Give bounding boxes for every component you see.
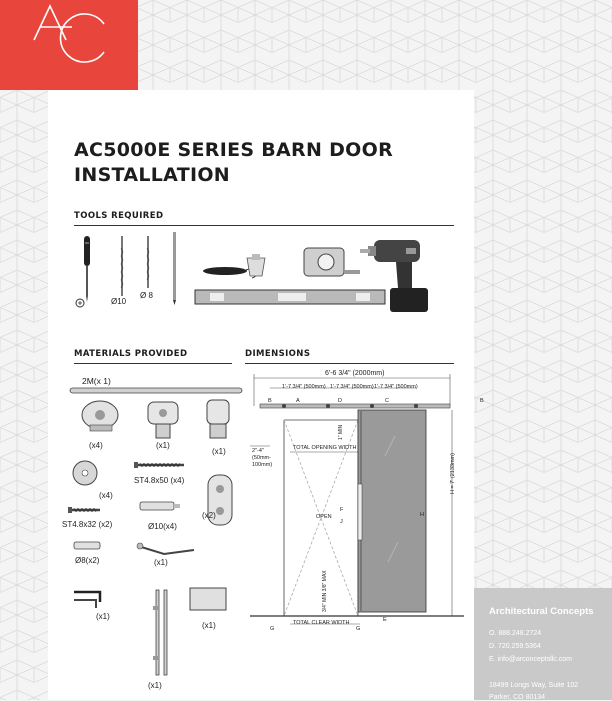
dim-offset-top: 1" MIN — [338, 424, 344, 440]
tape-measure-icon — [304, 248, 360, 276]
dim-opening-width: TOTAL OPENING WIDTH — [293, 445, 357, 451]
dimension-drawing — [240, 366, 474, 636]
pencil-icon — [173, 232, 176, 305]
washer-qty: (x4) — [99, 491, 113, 500]
drill-bit-10-icon — [121, 236, 123, 296]
address-line-2: Parker, CO 80134 — [489, 694, 546, 701]
spirit-level-icon — [195, 290, 385, 304]
allen-key-icon — [74, 592, 100, 608]
door-handle-icon — [153, 590, 167, 675]
hanger-clamp-icon — [148, 402, 178, 438]
callout-f: F — [340, 507, 344, 513]
long-screw-icon — [134, 462, 184, 468]
anti-jump-bracket-icon — [137, 543, 194, 554]
chalk-line-icon — [203, 254, 265, 278]
office-phone[interactable]: O. 888.248.2724 — [489, 630, 542, 637]
callout-e: E — [383, 617, 387, 623]
ac-logo-icon — [0, 0, 138, 90]
contact-panel — [474, 588, 612, 700]
materials-heading: MATERIALS PROVIDED — [74, 349, 188, 359]
dim-height: H = 7' (2133mm) — [450, 453, 456, 494]
handle-qty: (x1) — [148, 681, 162, 690]
floor-guide-icon — [190, 588, 226, 610]
bracket-qty: (x1) — [154, 558, 168, 567]
door-panel-icon — [358, 410, 426, 612]
short-screw-label: ST4.8x32 (x2) — [62, 520, 113, 529]
floor-guide-qty: (x1) — [202, 621, 216, 630]
callout-b-left: B — [268, 398, 272, 404]
dimensions-heading: DIMENSIONS — [245, 349, 311, 359]
dim-offset-bottom: 3/4" MIN 3/8" MAX — [322, 570, 328, 612]
tools-divider — [74, 225, 454, 226]
materials-illustration — [60, 370, 245, 700]
callout-b-right: B — [480, 398, 484, 404]
email-link[interactable]: E. info@arconceptsllc.com — [489, 656, 572, 663]
callout-h: H — [420, 512, 424, 518]
callout-a: A — [296, 398, 300, 404]
dim-open-label: OPEN — [316, 514, 332, 520]
direct-phone[interactable]: D. 720.259.5364 — [489, 643, 541, 650]
wall-anchor-large-icon — [140, 502, 180, 510]
tools-illustration — [60, 228, 470, 318]
dim-seg-3: 1'-7 3/4" (500mm) — [374, 384, 418, 390]
guide-qty: (x2) — [202, 511, 216, 520]
dim-seg-2: 1'-7 3/4" (500mm) — [330, 384, 374, 390]
dim-seg-1: 1'-7 3/4" (500mm) — [282, 384, 326, 390]
page-title — [74, 138, 454, 188]
dim-left-gap: 2"-4" (50mm-100mm) — [252, 448, 273, 468]
callout-j: J — [340, 519, 343, 525]
long-screw-label: ST4.8x50 (x4) — [134, 476, 185, 485]
allen-qty: (x1) — [96, 612, 110, 621]
company-name: Architectural Concepts — [489, 606, 594, 617]
materials-divider — [74, 363, 232, 364]
anchor-large-label: Ø10(x4) — [148, 522, 177, 531]
brand-logo — [0, 0, 138, 90]
drill-bit-8-icon — [147, 236, 149, 288]
stopper-icon — [207, 400, 229, 438]
address-line-1: 18499 Longs Way, Suite 102 — [489, 682, 579, 689]
rail-icon — [70, 388, 242, 393]
callout-c: C — [385, 398, 389, 404]
callout-g-right: G — [356, 626, 361, 632]
dimensions-divider — [245, 363, 454, 364]
stopper-qty: (x1) — [212, 447, 226, 456]
track-rail-icon — [260, 404, 450, 408]
clamp-qty: (x1) — [156, 441, 170, 450]
tools-heading: TOOLS REQUIRED — [74, 211, 164, 221]
roller-qty: (x4) — [89, 441, 103, 450]
screwdriver-icon — [76, 236, 90, 307]
anchor-small-label: Ø8(x2) — [75, 556, 100, 565]
rail-label: 2M(x 1) — [82, 376, 111, 386]
drill-bit-8-label: Ø 8 — [140, 291, 153, 300]
callout-d: D — [338, 398, 342, 404]
title-line-1: AC5000E SERIES BARN DOOR — [74, 139, 394, 161]
dim-clear-width: TOTAL CLEAR WIDTH — [293, 620, 350, 626]
drill-bit-10-label: Ø10 — [111, 297, 127, 306]
short-screw-icon — [68, 507, 100, 513]
dim-top-overall: 6'-6 3/4" (2000mm) — [325, 370, 385, 377]
roller-wheel-icon — [82, 401, 118, 431]
title-line-2: INSTALLATION — [74, 164, 230, 186]
washer-icon — [73, 461, 97, 485]
wall-anchor-small-icon — [74, 542, 100, 549]
callout-g-left: G — [270, 626, 275, 632]
